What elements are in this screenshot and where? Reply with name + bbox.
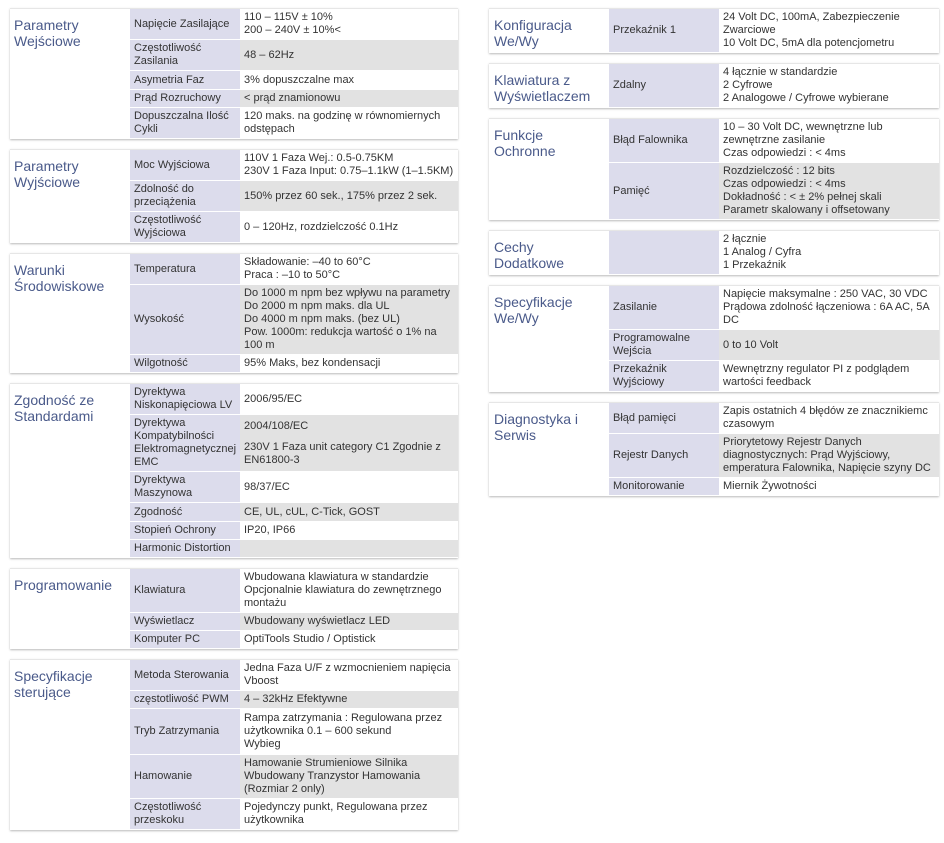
spec-label: Zdalny: [609, 64, 719, 108]
section-funkcje-ochronne: [489, 118, 939, 220]
section-programowanie: [10, 568, 458, 649]
spec-label: Stopień Ochrony: [130, 522, 240, 540]
spec-row-dyrektywa-maszynowa: [130, 472, 458, 503]
spec-label: Zdolność do przeciążenia: [130, 181, 240, 212]
spec-value-line: [244, 545, 454, 553]
spec-value-line: 2 łącznie: [723, 233, 767, 245]
spec-value-line: Rampa zatrzymania : Regulowana przez użytkownika 0.1 – 600 sekund: [244, 712, 443, 737]
spec-value-line: Do 4000 m npm maks. (bez UL): [244, 313, 400, 325]
spec-value-line: 0 – 120Hz, rozdzielczość 0.1Hz: [244, 220, 399, 233]
spec-value: [240, 522, 458, 540]
spec-row-dyrektywa-kompatybilnosci-elektromagnetycznej-emc: [130, 415, 458, 472]
spec-value-line: Wybieg: [244, 738, 281, 750]
right-column: [489, 8, 939, 506]
spec-label: Harmonic Distortion: [130, 540, 240, 558]
spec-value-line: OptiTools Studio / Optistick: [244, 633, 376, 645]
spec-label: Zgodność: [130, 503, 240, 522]
spec-label: [609, 231, 719, 275]
spec-value-line: Wewnętrzny regulator PI z podglądem wartości feedback: [723, 363, 910, 388]
section-specyfikacje-sterujace: [10, 659, 458, 830]
spec-label: Prąd Rozruchowy: [130, 90, 240, 108]
spec-label: Błąd Falownika: [609, 119, 719, 163]
section-title: Funkcje Ochronne: [494, 127, 556, 159]
spec-row-monitorowanie: [609, 478, 939, 496]
spec-value: [719, 163, 939, 220]
spec-label: Rejestr Danych: [609, 434, 719, 478]
spec-rows: [130, 569, 458, 649]
spec-value-line: 4 łącznie w standardzie: [723, 66, 838, 78]
spec-label: Błąd pamięci: [609, 403, 719, 434]
spec-label: Napięcie Zasilające: [130, 9, 240, 40]
spec-row-klawiatura: [130, 569, 458, 613]
spec-value-line: Hamowanie Strumieniowe Silnika: [244, 757, 408, 769]
spec-value-line: 2004/108/EC: [244, 419, 309, 432]
spec-label: Pamięć: [609, 163, 719, 220]
section-parametry-wejsciowe: [10, 8, 458, 139]
spec-rows: [609, 286, 939, 392]
spec-value: [719, 330, 939, 361]
spec-value: [240, 799, 458, 830]
spec-row-czestotliwosc-zasilania: [130, 40, 458, 71]
spec-row-komputer-pc: [130, 631, 458, 649]
spec-rows: [609, 64, 939, 108]
spec-value: [719, 478, 939, 496]
section-parametry-wyjsciowe: [10, 149, 458, 243]
spec-value-line: 150% przez 60 sek., 175% przez 2 sek.: [244, 189, 438, 202]
section-title: Warunki Środowiskowe: [14, 262, 105, 294]
spec-row-rejestr-danych: [609, 434, 939, 478]
spec-label: Asymetria Faz: [130, 71, 240, 90]
spec-value-line: Składowanie: –40 to 60°C: [244, 256, 371, 268]
spec-value-line: Wbudowany Tranzystor Hamowania (Rozmiar 2 only): [244, 770, 421, 795]
spec-value-line: Do 2000 m npm maks. dla UL: [244, 300, 390, 312]
spec-label: Częstotliwość przeskoku: [130, 799, 240, 830]
spec-row-czestotliwosc-pwm: [130, 691, 458, 709]
spec-label: Klawiatura: [130, 569, 240, 613]
spec-value: [240, 755, 458, 799]
spec-value-line: 1 Analog / Cyfra: [723, 246, 802, 258]
spec-value-line: Dokładność : < ± 2% pełnej skali: [723, 191, 882, 203]
spec-label: Wyświetlacz: [130, 613, 240, 631]
spec-row-prad-rozruchowy: [130, 90, 458, 108]
spec-row-czestotliwosc-przeskoku: [130, 799, 458, 830]
spec-value-line: Czas odpowiedzi : < 4ms: [723, 147, 846, 159]
spec-value-line: Rozdzielczość : 12 bits: [723, 165, 835, 177]
spec-label: Dyrektywa Niskonapięciowa LV: [130, 384, 240, 415]
spec-value-line: 10 Volt DC, 5mA dla potencjometru: [723, 37, 895, 49]
spec-value: [240, 355, 458, 373]
spec-value-line: 230V 1 Faza unit category C1 Zgodnie z EN61800-3: [244, 440, 441, 466]
spec-label: Dopuszczalna Ilość Cykli: [130, 108, 240, 139]
spec-value-line: 98/37/EC: [244, 480, 290, 493]
spec-row-zasilanie: [609, 286, 939, 330]
spec-value: [240, 613, 458, 631]
spec-value-line: 200 – 240V ± 10%<: [244, 24, 341, 36]
spec-row-metoda-sterowania: [130, 660, 458, 691]
spec-row-asymetria-faz: [130, 71, 458, 90]
spec-value: [240, 254, 458, 285]
section-zgodnosc-ze-standardami: [10, 383, 458, 558]
spec-row-blad-pamieci: [609, 403, 939, 434]
spec-value-line: Napięcie maksymalne : 250 VAC, 30 VDC: [723, 288, 928, 300]
spec-label: Tryb Zatrzymania: [130, 709, 240, 755]
spec-value: [240, 181, 458, 212]
spec-row-programowalne-wejscia: [609, 330, 939, 361]
spec-value-line: 95% Maks, bez kondensacji: [244, 357, 381, 369]
spec-value: [240, 503, 458, 522]
spec-row-temperatura: [130, 254, 458, 285]
spec-row-blad-falownika: [609, 119, 939, 163]
section-title: Konfiguracja We/Wy: [494, 17, 572, 49]
spec-value: [719, 9, 939, 53]
spec-value: [240, 540, 458, 558]
spec-value: [719, 64, 939, 108]
spec-label: Monitorowanie: [609, 478, 719, 496]
spec-value: [240, 212, 458, 243]
spec-rows: [130, 660, 458, 830]
spec-value: [240, 691, 458, 709]
spec-row-wysokosc: [130, 285, 458, 355]
section-cechy-dodatkowe: [489, 230, 939, 275]
spec-row-zgodnosc: [130, 503, 458, 522]
spec-row-przekaznik-wyjsciowy: [609, 361, 939, 392]
spec-value: [719, 361, 939, 392]
section-title: Parametry Wyjściowe: [14, 158, 80, 190]
spec-row-dopuszczalna-ilosc-cykli: [130, 108, 458, 139]
spec-value-line: 3% dopuszczalne max: [244, 73, 355, 86]
spec-rows: [130, 9, 458, 139]
spec-rows: [130, 384, 458, 558]
spec-rows: [130, 150, 458, 243]
section-diagnostyka-i-serwis: [489, 402, 939, 496]
spec-row-tryb-zatrzymania: [130, 709, 458, 755]
spec-value: [240, 90, 458, 108]
spec-label: Moc Wyjściowa: [130, 150, 240, 181]
spec-row-dyrektywa-niskonapieciowa-lv: [130, 384, 458, 415]
spec-label: Częstotliwość Wyjściowa: [130, 212, 240, 243]
spec-value-line: 120 maks. na godzinę w równomiernych odstępach: [244, 110, 441, 135]
spec-label: Częstotliwość Zasilania: [130, 40, 240, 71]
section-warunki-srodowiskowe: [10, 253, 458, 373]
spec-label: Hamowanie: [130, 755, 240, 799]
spec-label: Przekaźnik Wyjściowy: [609, 361, 719, 392]
spec-rows: [609, 231, 939, 275]
section-title: Diagnostyka i Serwis: [494, 411, 579, 443]
spec-value: [240, 71, 458, 90]
spec-row-wyswietlacz: [130, 613, 458, 631]
spec-value-line: Jedna Faza U/F z wzmocnieniem napięcia Vboost: [244, 662, 451, 687]
spec-label: Wysokość: [130, 285, 240, 355]
spec-row-stopien-ochrony: [130, 522, 458, 540]
section-title: Specyfikacje sterujące: [14, 668, 93, 700]
spec-value-line: Praca : –10 to 50°C: [244, 269, 341, 281]
spec-value-line: 48 – 62Hz: [244, 48, 295, 61]
section-title: Specyfikacje We/Wy: [494, 294, 573, 326]
spec-value-line: [244, 433, 454, 441]
spec-value: [240, 631, 458, 649]
section-title: Cechy Dodatkowe: [494, 239, 565, 271]
spec-label: Metoda Sterowania: [130, 660, 240, 691]
section-konfiguracja-we-wy: [489, 8, 939, 53]
spec-value: [240, 9, 458, 40]
spec-row-pamiec: [609, 163, 939, 220]
spec-label: częstotliwość PWM: [130, 691, 240, 709]
spec-label: Przekaźnik 1: [609, 9, 719, 53]
spec-value: [240, 285, 458, 355]
spec-rows: [609, 9, 939, 53]
spec-value: [240, 709, 458, 755]
spec-rows: [130, 254, 458, 373]
section-title: Parametry Wejściowe: [14, 17, 81, 49]
spec-value-line: Zapis ostatnich 4 błędów ze znacznikiemc czasowym: [723, 405, 928, 430]
spec-value: [240, 384, 458, 415]
spec-value-line: Wbudowany wyświetlacz LED: [244, 615, 391, 627]
spec-value: [719, 119, 939, 163]
section-title: Klawiatura z Wyświetlaczem: [494, 72, 591, 104]
spec-row-przekaznik-1: [609, 9, 939, 53]
spec-value-line: 1 Przekaźnik: [723, 259, 786, 271]
spec-value-line: Wbudowana klawiatura w standardzie: [244, 571, 429, 583]
spec-value-line: Do 1000 m npm bez wpływu na parametry: [244, 287, 451, 299]
spec-value-line: 2 Analogowe / Cyfrowe wybierane: [723, 92, 889, 104]
spec-rows: [609, 403, 939, 496]
spec-value-line: 110 – 115V ± 10%: [244, 11, 333, 23]
spec-row-zdalny: [609, 64, 939, 108]
spec-label: Komputer PC: [130, 631, 240, 649]
spec-value-line: Parametr skalowany i offsetowany: [723, 204, 890, 216]
spec-value: [240, 472, 458, 503]
spec-value: [240, 108, 458, 139]
spec-row-moc-wyjsciowa: [130, 150, 458, 181]
spec-value-line: Miernik Żywotności: [723, 480, 817, 492]
spec-row-zdolnosc-do-przeciazenia: [130, 181, 458, 212]
spec-value: [240, 660, 458, 691]
spec-label: Zasilanie: [609, 286, 719, 330]
spec-value-line: 2006/95/EC: [244, 392, 303, 405]
spec-value-line: CE, UL, cUL, C-Tick, GOST: [244, 505, 380, 518]
spec-value: [719, 231, 939, 275]
spec-value: [240, 415, 458, 472]
spec-value-line: 10 – 30 Volt DC, wewnętrzne lub zewnętrzne zasilanie: [723, 121, 883, 146]
spec-value: [240, 150, 458, 181]
spec-label: Dyrektywa Maszynowa: [130, 472, 240, 503]
section-klawiatura-z-wyswietlaczem: [489, 63, 939, 108]
spec-value-line: 0 to 10 Volt: [723, 338, 779, 351]
spec-value-line: < prąd znamionowu: [244, 92, 341, 104]
spec-rows: [609, 119, 939, 220]
spec-value-line: Pojedynczy punkt, Regulowana przez użytkownika: [244, 801, 428, 826]
spec-value: [719, 403, 939, 434]
spec-row-blank: [609, 231, 939, 275]
spec-row-czestotliwosc-wyjsciowa: [130, 212, 458, 243]
spec-value-line: Opcjonalnie klawiatura do zewnętrznego montażu: [244, 584, 442, 609]
spec-value-line: Priorytetowy Rejestr Danych diagnostycznych: Prąd Wyjściowy, emperatura Falownika, Napięcie szyny DC: [723, 436, 931, 474]
spec-value: [240, 569, 458, 613]
spec-value-line: Czas odpowiedzi : < 4ms: [723, 178, 846, 190]
section-specyfikacje-we-wy: [489, 285, 939, 392]
left-column: [10, 8, 458, 840]
spec-row-hamowanie: [130, 755, 458, 799]
spec-value-line: IP20, IP66: [244, 524, 296, 536]
spec-label: Temperatura: [130, 254, 240, 285]
spec-row-wilgotnosc: [130, 355, 458, 373]
spec-value-line: Prądowa zdolność łączeniowa : 6A AC, 5A DC: [723, 301, 930, 326]
spec-value: [719, 286, 939, 330]
section-title: Programowanie: [14, 577, 113, 593]
spec-row-harmonic-distortion: [130, 540, 458, 558]
spec-label: Wilgotność: [130, 355, 240, 373]
spec-label: Programowalne Wejścia: [609, 330, 719, 361]
spec-value-line: 230V 1 Faza Input: 0.75–1.1kW (1–1.5KM): [244, 165, 454, 177]
spec-row-napiecie-zasilajace: [130, 9, 458, 40]
section-title: Zgodność ze Standardami: [14, 392, 95, 424]
spec-value-line: Pow. 1000m: redukcja wartość o 1% na 100 m: [244, 326, 437, 351]
spec-value: [240, 40, 458, 71]
spec-label: Dyrektywa Kompatybilności Elektromagnetycznej EMC: [130, 415, 240, 472]
spec-value-line: 24 Volt DC, 100mA, Zabezpieczenie Zwarciowe: [723, 11, 900, 36]
spec-value-line: 2 Cyfrowe: [723, 79, 773, 91]
spec-value-line: 110V 1 Faza Wej.: 0.5-0.75KM: [244, 152, 394, 164]
spec-value-line: 4 – 32kHz Efektywne: [244, 693, 348, 705]
spec-value: [719, 434, 939, 478]
